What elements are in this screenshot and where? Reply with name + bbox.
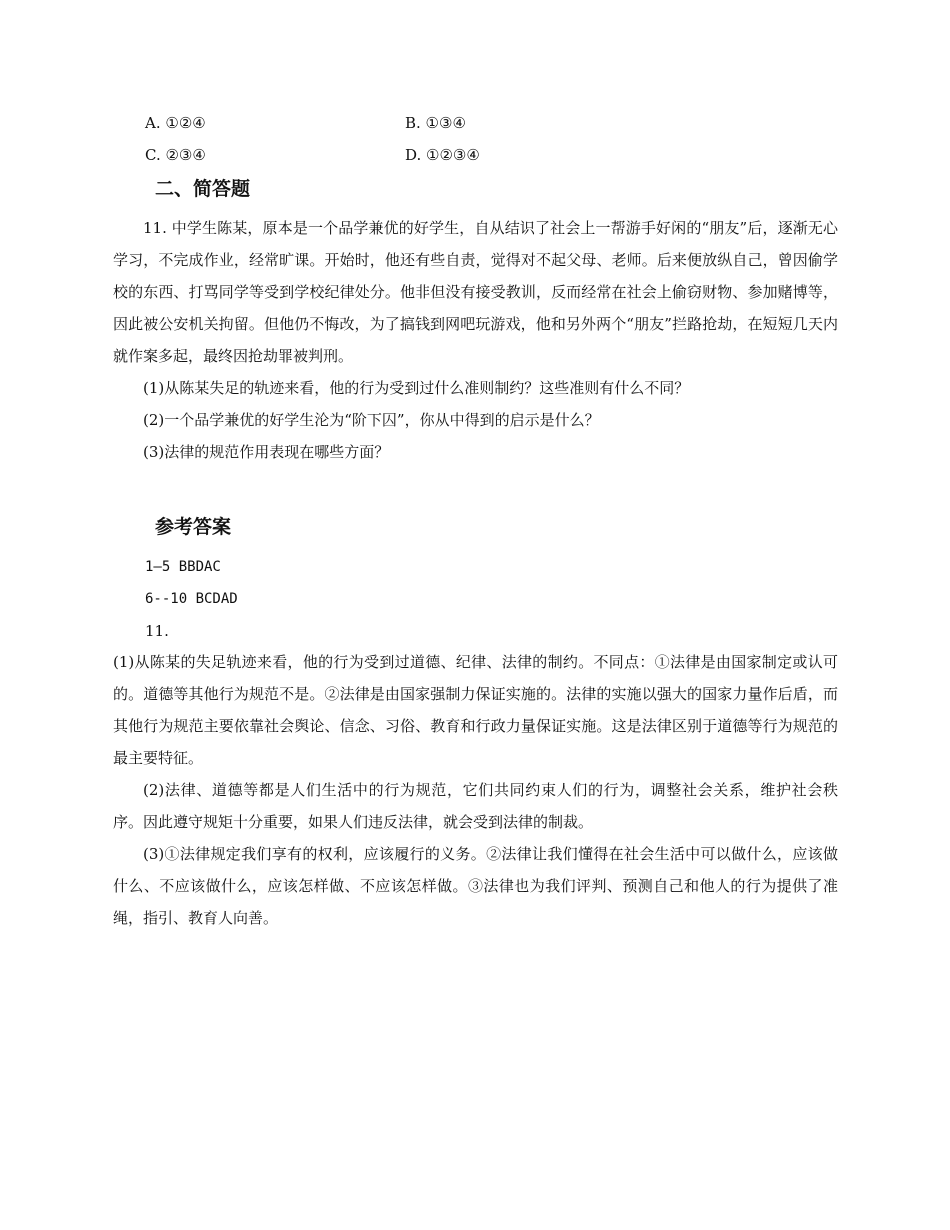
answer-11-part-2: (2)法律、道德等都是人们生活中的行为规范，它们共同约束人们的行为，调整社会关系，维护社会秩序。因此遵守规矩十分重要，如果人们违反法律，就会受到法律的制裁。 <box>113 781 838 831</box>
section-heading-answers: 参考答案 <box>155 516 232 538</box>
question-11-sub-1: (1)从陈某失足的轨迹来看，他的行为受到过什么准则制约？这些准则有什么不同？ <box>143 379 690 397</box>
answers-1-5: 1—5 BBDAC <box>145 559 221 575</box>
option-b: B. ①③④ <box>405 114 466 132</box>
answer-11-label: 11. <box>145 622 169 640</box>
answers-6-10: 6--10 BCDAD <box>145 591 238 607</box>
answer-11-part-1: (1)从陈某的失足轨迹来看，他的行为受到过道德、纪律、法律的制约。不同点：①法律是由国家制定或认可的。道德等其他行为规范不是。②法律是由国家强制力保证实施的。法律的实施以强大的国家力量作后盾，而其他行为规范主要依靠社会舆论、信念、习俗、教育和行政力量保证实施。这是法律区别于道德等行为规范的最主要特征。 <box>113 653 838 767</box>
question-11-sub-3: (3)法律的规范作用表现在哪些方面？ <box>143 443 390 461</box>
option-d: D. ①②③④ <box>405 146 480 164</box>
question-11-text: 11. 中学生陈某，原本是一个品学兼优的好学生，自从结识了社会上一帮游手好闲的“朋友”后，逐渐无心学习，不完成作业，经常旷课。开始时，他还有些自责，觉得对不起父母、老师。后来便放纵自己，曾因偷学校的东西、打骂同学等受到学校纪律处分。他非但没有接受教训，反而经常在社会上偷窃财物、参加赌博等，因此被公安机关拘留。但他仍不悔改，为了搞钱到网吧玩游戏，他和另外两个“朋友”拦路抢劫，在短短几天内就作案多起，最终因抢劫罪被判刑。 <box>113 219 838 365</box>
option-c: C. ②③④ <box>145 146 206 164</box>
option-a: A. ①②④ <box>145 114 206 132</box>
section-heading-short-answer: 二、简答题 <box>155 178 251 200</box>
answer-11-part-3: (3)①法律规定我们享有的权利，应该履行的义务。②法律让我们懂得在社会生活中可以做什么，应该做什么、不应该做什么，应该怎样做、不应该怎样做。③法律也为我们评判、预测自己和他人的行为提供了准绳，指引、教育人向善。 <box>113 845 838 927</box>
question-11-sub-2: (2)一个品学兼优的好学生沦为“阶下囚”，你从中得到的启示是什么？ <box>143 411 600 429</box>
